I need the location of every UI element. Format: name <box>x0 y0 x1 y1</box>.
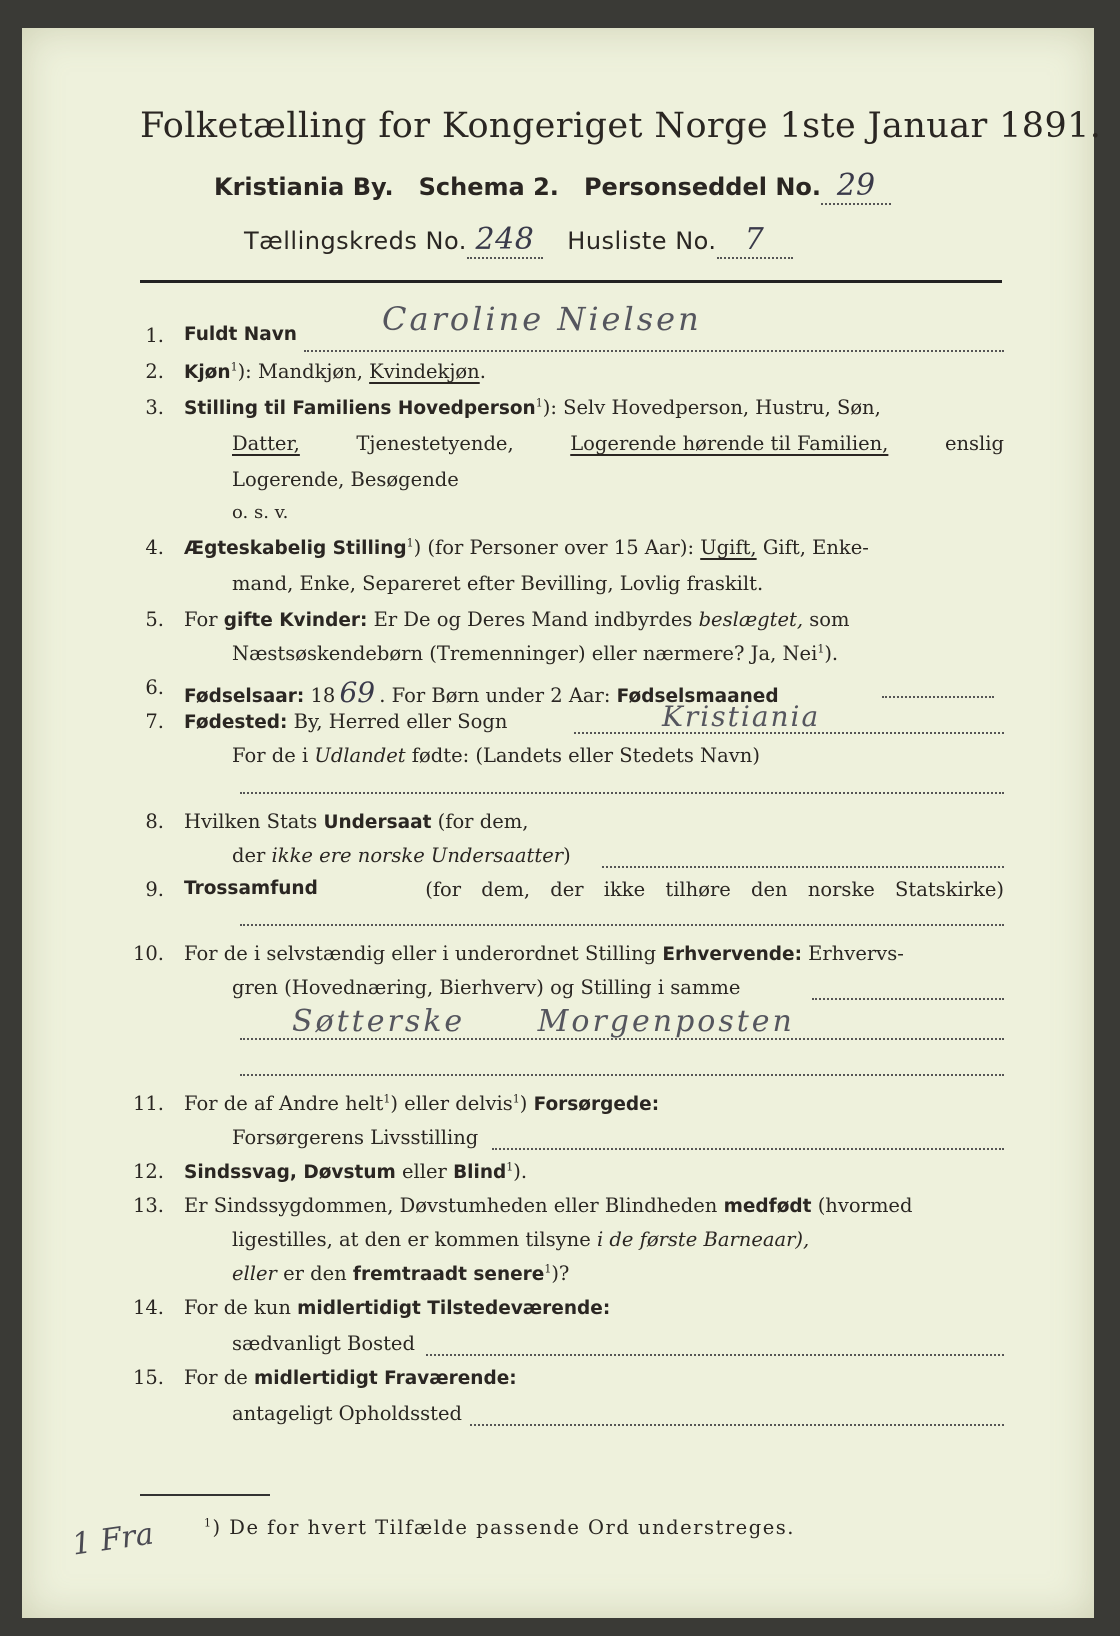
krets-label: Tællingskreds No. <box>244 227 467 255</box>
q10-text-a: For de i selvstændig eller i underordnet Stilling <box>184 942 663 965</box>
q6-year-prefix: 18 <box>310 684 336 707</box>
q15-label: midlertidigt Fraværende: <box>253 1368 517 1389</box>
q11-line2: Forsørgerens Livsstilling <box>232 1126 479 1149</box>
q5-line2 <box>232 642 838 665</box>
q3-options-line3: Logerende, Besøgende <box>232 468 459 491</box>
personseddel-label: Personseddel No. <box>583 173 822 201</box>
q15-line2: antageligt Opholdssted <box>232 1402 463 1425</box>
husliste-number[interactable]: 7 <box>717 222 793 259</box>
q10-line2-dots <box>812 998 1004 1000</box>
q2-number: 2. <box>145 360 164 383</box>
q1-number: 1. <box>145 324 164 347</box>
q12-text: eller <box>395 1160 454 1183</box>
q13-line3-label: fremtraadt senere <box>352 1264 545 1285</box>
q7-abroad-b: fødte: (Landets eller Stedets Navn) <box>405 744 760 767</box>
city-label: Kristiania By. <box>214 173 394 201</box>
footnote-divider <box>140 1494 270 1496</box>
q13-text-b: (hvormed <box>811 1194 913 1217</box>
q3-option-logerende: Logerende hørende til Familien, <box>570 432 889 455</box>
personseddel-number[interactable]: 29 <box>821 168 891 205</box>
q11-footnote-mark: 1 <box>383 1092 391 1106</box>
q1-answer-line <box>304 350 1004 352</box>
q5-footnote-mark: 1 <box>817 642 825 656</box>
q13-line3-end: )? <box>551 1262 570 1285</box>
q14-number: 14. <box>132 1296 164 1319</box>
q8-number: 8. <box>145 810 164 833</box>
q9-text: (for dem, der ikke tilhøre den norske Statskirke) <box>425 878 1004 901</box>
q8-answer-line <box>602 866 1004 868</box>
q14-answer-line <box>426 1354 1004 1356</box>
q11-text-c: ) <box>519 1092 534 1115</box>
q13-line3 <box>232 1262 569 1285</box>
krets-number[interactable]: 248 <box>467 222 543 259</box>
q1-label: Fuldt Navn <box>184 324 297 345</box>
q4-label: Ægteskabelig Stilling <box>184 538 407 559</box>
q3-footnote-mark: 1 <box>535 396 543 410</box>
margin-note: 1 Fra <box>69 1516 156 1563</box>
q3-options-line1: ): Selv Hovedperson, Hustru, Søn, <box>542 396 881 419</box>
q2-label: Kjøn <box>184 362 231 383</box>
footnote <box>204 1516 795 1539</box>
q14-text-a: For de kun <box>184 1296 298 1319</box>
q5-text-b: Er De og Deres Mand indbyrdes <box>367 608 699 631</box>
q11-label: Forsørgede: <box>533 1094 660 1115</box>
q12-end: ). <box>513 1160 528 1183</box>
q3-options-line2 <box>232 432 1004 455</box>
q13-footnote-mark: 1 <box>544 1262 552 1276</box>
q15-number: 15. <box>132 1366 164 1389</box>
q4-footnote-mark: 1 <box>406 536 414 550</box>
q7-abroad-a: For de i <box>232 744 315 767</box>
q7-text: By, Herred eller Sogn <box>287 710 508 733</box>
footnote-text: ) De for hvert Tilfælde passende Ord understreges. <box>212 1516 795 1539</box>
form-subtitle <box>214 168 891 205</box>
q5-end: ). <box>824 642 839 665</box>
q12-label-2: Blind <box>453 1162 507 1183</box>
header-divider <box>140 280 1002 283</box>
q13-number: 13. <box>132 1194 164 1217</box>
q4-number: 4. <box>145 536 164 559</box>
q3-selected-option[interactable]: Datter, <box>232 432 300 455</box>
q7-number: 7. <box>145 710 164 733</box>
q11-text-b: ) eller delvis <box>390 1092 513 1115</box>
q11-footnote-mark-2: 1 <box>512 1092 520 1106</box>
q5-number: 5. <box>145 608 164 631</box>
q3-label: Stilling til Familiens Hovedperson <box>184 398 536 419</box>
q8-line2 <box>232 844 571 867</box>
q9-label: Trossamfund <box>184 878 318 899</box>
q11-answer-line <box>492 1148 1004 1150</box>
q6-under-two: . For Børn under 2 Aar: <box>379 684 611 707</box>
q8-label: Undersaat <box>323 812 432 833</box>
q7-label: Fødested: <box>184 712 288 733</box>
q9-line1 <box>184 878 1004 901</box>
q3-number: 3. <box>145 396 164 419</box>
q10-answer-line-2 <box>240 1074 1004 1076</box>
q5-text-a: For <box>184 608 224 631</box>
q10-answer[interactable]: Søtterske Morgenposten <box>292 1004 795 1039</box>
q14-line2: sædvanligt Bosted <box>232 1332 415 1355</box>
q14-label: midlertidigt Tilstedeværende: <box>297 1298 611 1319</box>
q4-options-line2: mand, Enke, Separeret efter Bevilling, Lovlig fraskilt. <box>232 572 764 595</box>
q13-line2-italic: i de første Barneaar), <box>596 1228 810 1251</box>
form-title: Folketælling for Kongeriget Norge 1ste Januar 1891. <box>140 106 1102 146</box>
q2-options: ): Mandkjøn, <box>237 360 370 383</box>
q2-end: . <box>479 360 486 383</box>
q13-line3-italic: eller <box>232 1262 277 1285</box>
q4-options-line1: Gift, Enke- <box>762 536 869 559</box>
q10-label: Erhvervende: <box>662 944 802 965</box>
q11-text-a: For de af Andre helt <box>184 1092 384 1115</box>
q5-label: gifte Kvinder: <box>223 610 368 631</box>
q4-condition: ) (for Personer over 15 Aar): <box>413 536 695 559</box>
q10-number: 10. <box>132 942 164 965</box>
q8-text-a: Hvilken Stats <box>184 810 324 833</box>
footnote-mark: 1 <box>204 1516 213 1530</box>
q15-text-a: For de <box>184 1366 254 1389</box>
q5-options: Næstsøskendebørn (Tremenninger) eller nærmere? Ja, Nei <box>232 642 818 665</box>
q8-line2-a: der <box>232 844 272 867</box>
q15-answer-line <box>470 1424 1004 1426</box>
q12-label-1: Sindssvag, Døvstum <box>184 1162 396 1183</box>
q10-line2: gren (Hovednæring, Bierhverv) og Stilling i samme <box>232 976 741 999</box>
q1-answer[interactable]: Caroline Nielsen <box>382 300 702 338</box>
q6-number: 6. <box>145 676 164 699</box>
q9-answer-line <box>240 924 1004 926</box>
q7-line2 <box>232 744 760 767</box>
husliste-label: Husliste No. <box>567 227 717 255</box>
q12-number: 12. <box>132 1160 164 1183</box>
q5-text-italic: beslægtet, <box>698 608 804 631</box>
q13-line2 <box>232 1228 809 1251</box>
q13-line2-a: ligestilles, at den er kommen tilsyne <box>232 1228 597 1251</box>
q7-answer[interactable]: Kristiania <box>662 700 821 733</box>
form-subtitle-2 <box>244 222 793 259</box>
q13-label: medfødt <box>723 1196 812 1217</box>
census-form <box>22 28 1102 1618</box>
q3-options-line4: o. s. v. <box>232 502 289 523</box>
q6-month-line <box>882 696 994 698</box>
q13-line3-a: er den <box>276 1262 353 1285</box>
q8-text-b: (for dem, <box>431 810 529 833</box>
q3-option-enslig: enslig <box>944 432 1004 455</box>
q8-line2-italic: ikke ere norske Undersaatter <box>271 844 564 867</box>
q9-number: 9. <box>145 878 164 901</box>
q8-line2-b: ) <box>563 844 571 867</box>
q3-option-tjenestetyende: Tjenestetyende, <box>356 432 514 455</box>
q6-year-answer[interactable]: 69 <box>339 676 376 709</box>
schema-label: Schema 2. <box>418 173 559 201</box>
q6-month-label: Fødselsmaaned <box>616 686 779 707</box>
q13-text-a: Er Sindssygdommen, Døvstumheden eller Blindheden <box>184 1194 724 1217</box>
q11-number: 11. <box>132 1092 164 1115</box>
q2-selected-option[interactable]: Kvindekjøn <box>369 360 480 383</box>
q2-footnote-mark: 1 <box>230 360 238 374</box>
q7-abroad-italic: Udlandet <box>314 744 406 767</box>
q12-footnote-mark: 1 <box>506 1160 514 1174</box>
q7-abroad-line <box>240 792 1004 794</box>
q6-label: Fødselsaar: <box>184 686 305 707</box>
q4-selected-option[interactable]: Ugift, <box>700 536 757 559</box>
q5-text-c: som <box>803 608 850 631</box>
q10-text-b: Erhvervs- <box>801 942 904 965</box>
